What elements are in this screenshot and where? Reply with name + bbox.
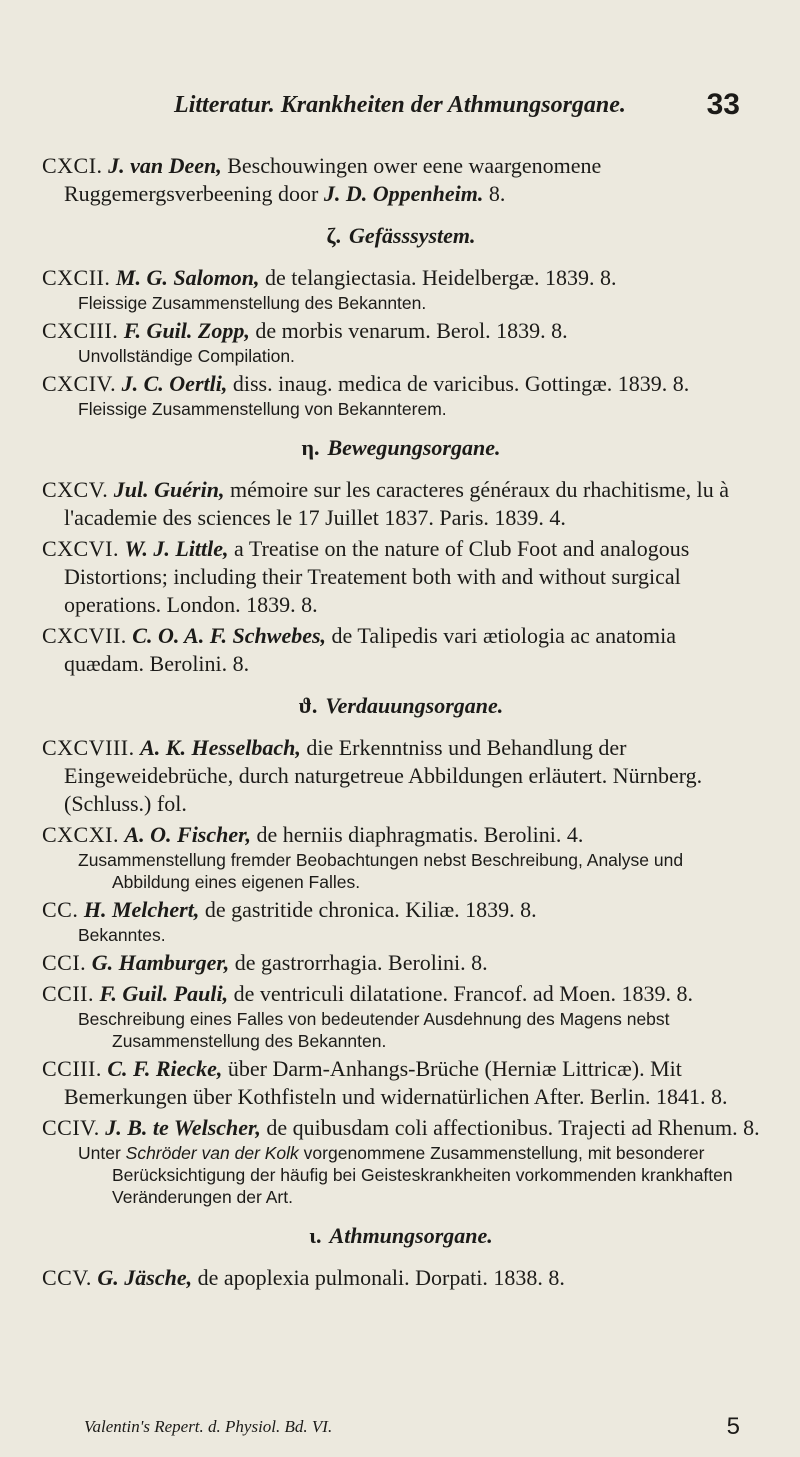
entry-text: de Talipedis vari ætiologia ac anatomia quædam. Berolini. 8.: [64, 623, 676, 676]
entry-text: de gastritide chronica. Kiliæ. 1839. 8.: [199, 897, 537, 922]
entry-annotation: [42, 398, 760, 420]
entry-number: CCV.: [42, 1265, 92, 1290]
entry-number: CXCVII.: [42, 623, 127, 648]
annotation-text: Fleissige Zusammenstellung des Bekannten.: [78, 293, 427, 313]
bibliography-list: [42, 152, 760, 1295]
bibliography-entry: [42, 317, 760, 367]
entry-citation: [42, 1264, 760, 1292]
section-letter: ϑ.: [298, 693, 318, 718]
annotation-text: Bekanntes.: [78, 925, 166, 945]
section-heading: [42, 692, 760, 720]
entry-number: CCI.: [42, 950, 87, 975]
entry-citation: [42, 980, 760, 1008]
entry-annotation: [42, 1142, 760, 1208]
entry-text: de ventriculi dilatatione. Francof. ad Moen. 1839. 8.: [228, 981, 694, 1006]
entry-number: CXCIII.: [42, 318, 119, 343]
bibliography-entry: [42, 734, 760, 818]
annotation-text: Zusammenstellung fremder Beobachtungen nebst Beschreibung, Analyse und Abbildung eines eigenen Falles.: [78, 850, 684, 892]
entry-text: die Erkenntniss und Behandlung der Eingeweidebrüche, durch naturgetreue Abbildungen erläutert. Nürnberg. (Schluss.) fol.: [64, 735, 703, 816]
running-title: Litteratur. Krankheiten der Athmungsorgane.: [174, 92, 626, 118]
entry-citation: [42, 370, 760, 398]
entry-author: Jul. Guérin,: [113, 477, 225, 502]
entry-number: CCII.: [42, 981, 94, 1006]
entry-author: W. J. Little,: [124, 536, 229, 561]
page-number: 33: [706, 88, 740, 121]
bibliography-entry: [42, 535, 760, 619]
entry-number: CXCIV.: [42, 371, 117, 396]
section-heading: [42, 434, 760, 462]
entry-author: C. O. A. F. Schwebes,: [132, 623, 327, 648]
entry-number: CXCXI.: [42, 822, 119, 847]
bibliography-entry: [42, 1114, 760, 1208]
section-letter: η.: [301, 435, 320, 460]
bibliography-entry: [42, 1055, 760, 1111]
entry-text: de telangiectasia. Heidelbergæ. 1839. 8.: [259, 265, 617, 290]
section-heading: [42, 1222, 760, 1250]
entry-text: de morbis venarum. Berol. 1839. 8.: [249, 318, 568, 343]
entry-citation: [42, 622, 760, 678]
entry-annotation: [42, 345, 760, 367]
entry-author: A. K. Hesselbach,: [140, 735, 301, 760]
entry-text: über Darm-Anhangs-Brüche (Herniæ Littricæ). Mit Bemerkungen über Kothfisteln und widernatürlichen After. Berlin. 1841. 8.: [64, 1056, 728, 1109]
entry-author: A. O. Fischer,: [124, 822, 251, 847]
entry-text: diss. inaug. medica de varicibus. Gottingæ. 1839. 8.: [227, 371, 690, 396]
bibliography-entry: [42, 949, 760, 977]
entry-author: G. Hamburger,: [91, 950, 230, 975]
annotation-text: vorgenommene Zusammenstellung, mit besonderer Berücksichtigung der häufig bei Geisteskrankheiten vorkommenden krankhaften Veränderungen der Art.: [112, 1143, 733, 1207]
entry-author: M. G. Salomon,: [115, 265, 260, 290]
entry-annotation: [42, 924, 760, 946]
bibliography-entry: [42, 476, 760, 532]
entry-citation: [42, 476, 760, 532]
annotation-author: Schröder van der Kolk: [125, 1143, 299, 1163]
entry-text: Beschouwingen ower eene waargenomene Ruggemergsverbeening door: [64, 153, 602, 206]
section-title: Bewegungsorgane.: [327, 435, 501, 460]
bibliography-entry: [42, 821, 760, 893]
footer: [84, 1413, 740, 1447]
section-title: Verdauungsorgane.: [325, 693, 504, 718]
entry-citation: [42, 896, 760, 924]
bibliography-entry: [42, 1264, 760, 1292]
entry-author: J. van Deen,: [108, 153, 222, 178]
footer-source: Valentin's Repert. d. Physiol. Bd. VI.: [84, 1417, 333, 1436]
entry-text: de apoplexia pulmonali. Dorpati. 1838. 8.: [192, 1265, 565, 1290]
entry-author: F. Guil. Pauli,: [99, 981, 229, 1006]
entry-number: CCIII.: [42, 1056, 102, 1081]
entry-number: CXCVI.: [42, 536, 119, 561]
entry-number: CXCVIII.: [42, 735, 135, 760]
signature-mark: 5: [726, 1413, 740, 1440]
entry-author: H. Melchert,: [83, 897, 200, 922]
annotation-text: Fleissige Zusammenstellung von Bekannterem.: [78, 399, 447, 419]
bibliography-entry: [42, 264, 760, 314]
entry-second-author: J. D. Oppenheim.: [323, 181, 484, 206]
bibliography-entry: [42, 152, 760, 208]
running-head: [0, 88, 800, 132]
entry-citation: [42, 949, 760, 977]
entry-citation: [42, 821, 760, 849]
section-title: Athmungsorgane.: [329, 1223, 493, 1248]
entry-author: G. Jäsche,: [97, 1265, 193, 1290]
entry-number: CXCII.: [42, 265, 111, 290]
entry-number: CXCI.: [42, 153, 103, 178]
entry-citation: [42, 1114, 760, 1142]
entry-author: J. C. Oertli,: [121, 371, 228, 396]
entry-citation: [42, 264, 760, 292]
entry-annotation: [42, 292, 760, 314]
annotation-text: Unvollständige Compilation.: [78, 346, 295, 366]
entry-text: de gastrorrhagia. Berolini. 8.: [229, 950, 488, 975]
entry-number: CXCV.: [42, 477, 109, 502]
entry-tail: 8.: [483, 181, 506, 206]
entry-number: CC.: [42, 897, 79, 922]
annotation-text: Beschreibung eines Falles von bedeutender Ausdehnung des Magens nebst Zusammenstellung des Bekannten.: [78, 1009, 670, 1051]
section-letter: ζ.: [326, 223, 342, 248]
entry-annotation: [42, 1008, 760, 1052]
entry-author: F. Guil. Zopp,: [123, 318, 250, 343]
bibliography-entry: [42, 980, 760, 1052]
entry-citation: [42, 1055, 760, 1111]
section-heading: [42, 222, 760, 250]
bibliography-entry: [42, 896, 760, 946]
entry-citation: [42, 317, 760, 345]
entry-author: J. B. te Welscher,: [105, 1115, 261, 1140]
entry-number: CCIV.: [42, 1115, 100, 1140]
entry-text: de herniis diaphragmatis. Berolini. 4.: [250, 822, 584, 847]
annotation-prefix: Unter: [78, 1143, 126, 1163]
bibliography-entry: [42, 622, 760, 678]
entry-citation: [42, 535, 760, 619]
section-letter: ι.: [309, 1223, 322, 1248]
entry-text: a Treatise on the nature of Club Foot and analogous Distortions; including their Treatement both with and without surgical operations. London. 1839. 8.: [64, 536, 690, 617]
entry-text: de quibusdam coli affectionibus. Trajecti ad Rhenum. 8.: [260, 1115, 760, 1140]
entry-text: mémoire sur les caracteres généraux du rhachitisme, lu à l'academie des sciences le 17 Juillet 1837. Paris. 1839. 4.: [64, 477, 730, 530]
entry-citation: [42, 152, 760, 208]
entry-author: C. F. Riecke,: [107, 1056, 223, 1081]
section-title: Gefässsystem.: [349, 223, 476, 248]
bibliography-entry: [42, 370, 760, 420]
entry-citation: [42, 734, 760, 818]
entry-annotation: [42, 849, 760, 893]
